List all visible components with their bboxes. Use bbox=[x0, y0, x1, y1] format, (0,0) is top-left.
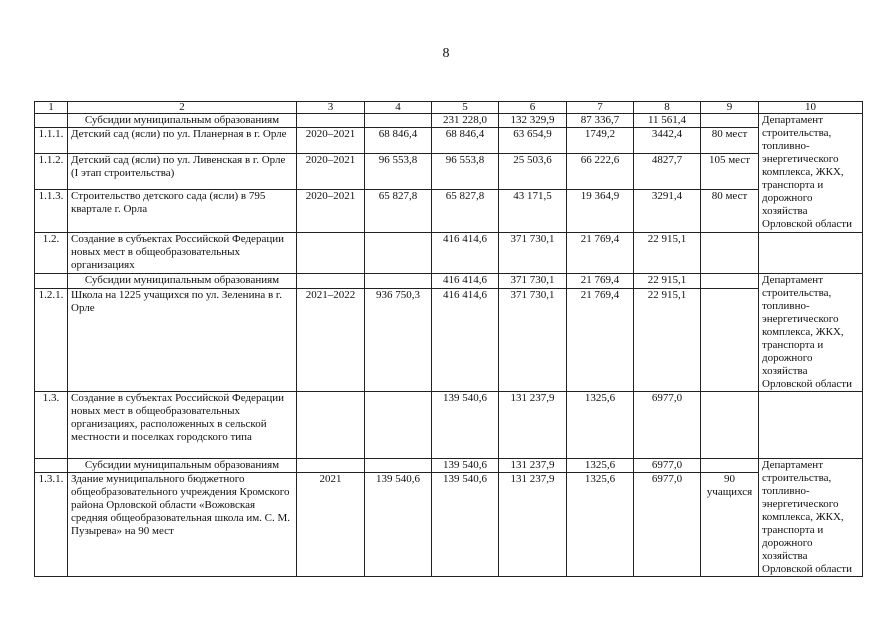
cell-name: Создание в субъектах Российской Федерации новых мест в общеобразовательных организациях bbox=[68, 233, 297, 274]
cell-federal: 371 730,1 bbox=[499, 233, 567, 274]
cell-number: 1.1.3. bbox=[35, 190, 68, 233]
cell-regional: 21 769,4 bbox=[567, 288, 634, 391]
cell-period bbox=[297, 392, 365, 459]
header-cell: 1 bbox=[35, 102, 68, 114]
cell-regional: 1325,6 bbox=[567, 473, 634, 577]
header-cell: 4 bbox=[365, 102, 432, 114]
cell-department-empty bbox=[759, 392, 863, 459]
cell-cost: 65 827,8 bbox=[365, 190, 432, 233]
cell-cost: 936 750,3 bbox=[365, 288, 432, 391]
cell-federal: 43 171,5 bbox=[499, 190, 567, 233]
cell-name: Школа на 1225 учащихся по ул. Зеленина в г. Орле bbox=[68, 288, 297, 391]
cell-total: 416 414,6 bbox=[432, 233, 499, 274]
cell-number: 1.1.2. bbox=[35, 154, 68, 190]
cell-number: 1.2.1. bbox=[35, 288, 68, 391]
cell-cost bbox=[365, 392, 432, 459]
cell-regional: 21 769,4 bbox=[567, 233, 634, 274]
cell-total: 139 540,6 bbox=[432, 392, 499, 459]
cell-total: 416 414,6 bbox=[432, 288, 499, 391]
cell-federal: 371 730,1 bbox=[499, 288, 567, 391]
cell-local: 3442,4 bbox=[634, 128, 701, 154]
table-row bbox=[35, 233, 863, 274]
cell-regional: 66 222,6 bbox=[567, 154, 634, 190]
cell-number bbox=[35, 274, 68, 289]
cell-federal: 132 329,9 bbox=[499, 114, 567, 128]
cell-period bbox=[297, 274, 365, 289]
cell-number bbox=[35, 114, 68, 128]
header-cell: 6 bbox=[499, 102, 567, 114]
cell-period bbox=[297, 114, 365, 128]
cell-number bbox=[35, 459, 68, 473]
cell-total: 231 228,0 bbox=[432, 114, 499, 128]
cell-name: Детский сад (ясли) по ул. Ливенская в г. Орле (I этап строительства) bbox=[68, 154, 297, 190]
cell-local: 22 915,1 bbox=[634, 288, 701, 391]
cell-name: Субсидии муниципальным образованиям bbox=[68, 274, 297, 289]
cell-period: 2020–2021 bbox=[297, 128, 365, 154]
cell-department: Департамент строительства, топливно-энергетического комплекса, ЖКХ, транспорта и дорожного хозяйства Орловской области bbox=[759, 274, 863, 392]
cell-period: 2021 bbox=[297, 473, 365, 577]
header-cell: 8 bbox=[634, 102, 701, 114]
table-row bbox=[35, 288, 863, 391]
cell-cost: 139 540,6 bbox=[365, 473, 432, 577]
cell-local: 4827,7 bbox=[634, 154, 701, 190]
cell-local: 6977,0 bbox=[634, 392, 701, 459]
cell-local: 6977,0 bbox=[634, 473, 701, 577]
cell-capacity: 105 мест bbox=[701, 154, 759, 190]
table-row bbox=[35, 459, 863, 473]
header-cell: 10 bbox=[759, 102, 863, 114]
cell-local: 3291,4 bbox=[634, 190, 701, 233]
cell-regional: 19 364,9 bbox=[567, 190, 634, 233]
cell-period: 2020–2021 bbox=[297, 190, 365, 233]
cell-local: 22 915,1 bbox=[634, 233, 701, 274]
cell-capacity bbox=[701, 392, 759, 459]
cell-name: Строительство детского сада (ясли) в 795 квартале г. Орла bbox=[68, 190, 297, 233]
cell-capacity: 80 мест bbox=[701, 190, 759, 233]
cell-name: Детский сад (ясли) по ул. Планерная в г. Орле bbox=[68, 128, 297, 154]
cell-total: 68 846,4 bbox=[432, 128, 499, 154]
cell-cost bbox=[365, 233, 432, 274]
header-cell: 3 bbox=[297, 102, 365, 114]
cell-period bbox=[297, 459, 365, 473]
cell-period: 2020–2021 bbox=[297, 154, 365, 190]
cell-total: 65 827,8 bbox=[432, 190, 499, 233]
cell-federal: 131 237,9 bbox=[499, 473, 567, 577]
cell-federal: 131 237,9 bbox=[499, 459, 567, 473]
table-row bbox=[35, 274, 863, 289]
cell-capacity bbox=[701, 288, 759, 391]
cell-local: 11 561,4 bbox=[634, 114, 701, 128]
cell-total: 139 540,6 bbox=[432, 473, 499, 577]
cell-cost bbox=[365, 114, 432, 128]
cell-department: Департамент строительства, топливно-энергетического комплекса, ЖКХ, транспорта и дорожного хозяйства Орловской области bbox=[759, 459, 863, 577]
cell-total: 139 540,6 bbox=[432, 459, 499, 473]
cell-federal: 371 730,1 bbox=[499, 274, 567, 289]
cell-name: Субсидии муниципальным образованиям bbox=[68, 114, 297, 128]
cell-capacity bbox=[701, 233, 759, 274]
cell-regional: 87 336,7 bbox=[567, 114, 634, 128]
cell-local: 6977,0 bbox=[634, 459, 701, 473]
cell-regional: 21 769,4 bbox=[567, 274, 634, 289]
cell-number: 1.2. bbox=[35, 233, 68, 274]
table-row bbox=[35, 190, 863, 233]
cell-regional: 1749,2 bbox=[567, 128, 634, 154]
header-cell: 9 bbox=[701, 102, 759, 114]
cell-department-empty bbox=[759, 233, 863, 274]
cell-cost: 96 553,8 bbox=[365, 154, 432, 190]
cell-capacity bbox=[701, 114, 759, 128]
cell-name: Субсидии муниципальным образованиям bbox=[68, 459, 297, 473]
cell-number: 1.1.1. bbox=[35, 128, 68, 154]
header-cell: 2 bbox=[68, 102, 297, 114]
cell-cost bbox=[365, 274, 432, 289]
cell-federal: 63 654,9 bbox=[499, 128, 567, 154]
cell-regional: 1325,6 bbox=[567, 459, 634, 473]
table-row bbox=[35, 128, 863, 154]
table-row bbox=[35, 154, 863, 190]
cell-cost: 68 846,4 bbox=[365, 128, 432, 154]
cell-federal: 25 503,6 bbox=[499, 154, 567, 190]
cell-capacity bbox=[701, 459, 759, 473]
cell-name: Создание в субъектах Российской Федерации новых мест в общеобразовательных организациях, расположенных в сельской местности и поселках городского типа bbox=[68, 392, 297, 459]
cell-local: 22 915,1 bbox=[634, 274, 701, 289]
table-header-row bbox=[35, 102, 863, 114]
cell-cost bbox=[365, 459, 432, 473]
cell-number: 1.3.1. bbox=[35, 473, 68, 577]
table-row bbox=[35, 114, 863, 128]
cell-period: 2021–2022 bbox=[297, 288, 365, 391]
table-row bbox=[35, 473, 863, 577]
page-number: 8 bbox=[442, 46, 450, 61]
cell-regional: 1325,6 bbox=[567, 392, 634, 459]
budget-table bbox=[34, 101, 863, 577]
cell-federal: 131 237,9 bbox=[499, 392, 567, 459]
cell-capacity: 90 учащихся bbox=[701, 473, 759, 577]
cell-name: Здание муниципального бюджетного общеобразовательного учреждения Кромского района Орловской области «Вожовская средняя общеобразовательная школа им. С. М. Пузырева» на 90 мест bbox=[68, 473, 297, 577]
cell-total: 416 414,6 bbox=[432, 274, 499, 289]
cell-period bbox=[297, 233, 365, 274]
cell-department: Департамент строительства, топливно-энергетического комплекса, ЖКХ, транспорта и дорожного хозяйства Орловской области bbox=[759, 114, 863, 233]
cell-capacity bbox=[701, 274, 759, 289]
cell-number: 1.3. bbox=[35, 392, 68, 459]
cell-capacity: 80 мест bbox=[701, 128, 759, 154]
header-cell: 5 bbox=[432, 102, 499, 114]
cell-total: 96 553,8 bbox=[432, 154, 499, 190]
header-cell: 7 bbox=[567, 102, 634, 114]
table-row bbox=[35, 392, 863, 459]
